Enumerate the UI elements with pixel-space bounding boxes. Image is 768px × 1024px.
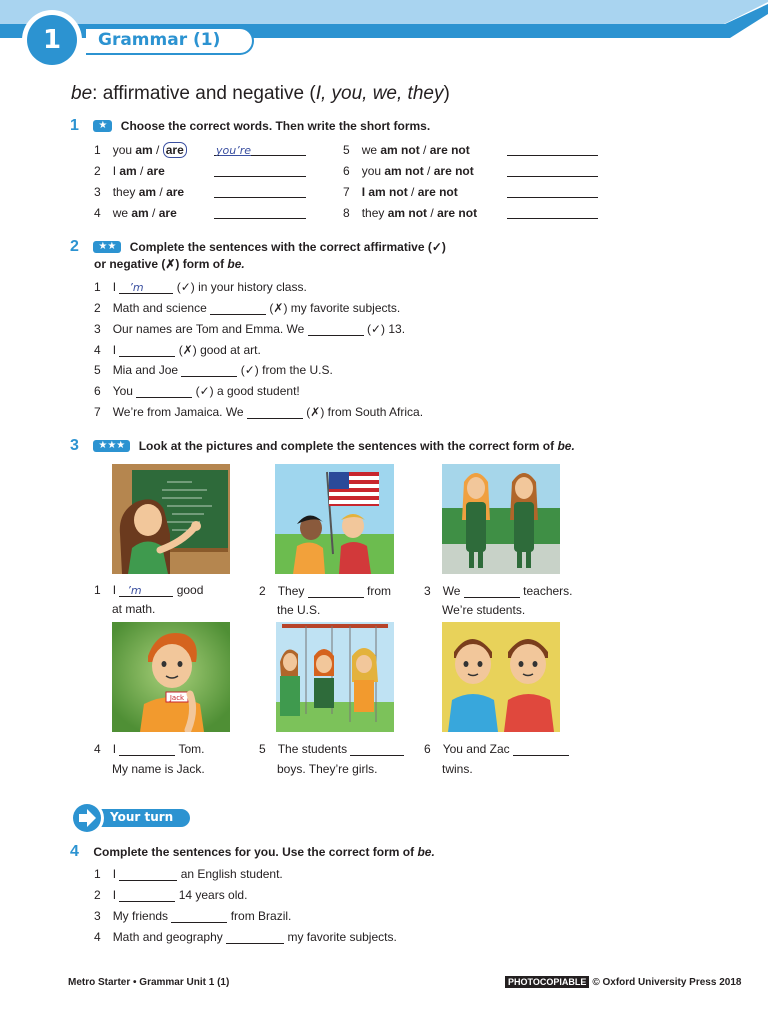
answer-line[interactable] bbox=[119, 583, 173, 597]
difficulty-stars: ★★ bbox=[93, 241, 121, 253]
ex2-item: 2 Math and science (✗) my favorite subjects. bbox=[94, 301, 401, 315]
answer-line[interactable] bbox=[119, 867, 177, 881]
difficulty-stars: ★★★ bbox=[93, 440, 130, 452]
exercise-number: 3 bbox=[70, 437, 79, 454]
answer-line[interactable] bbox=[464, 584, 520, 598]
difficulty-stars: ★ bbox=[93, 120, 112, 132]
ex4-item: 3 My friends from Brazil. bbox=[94, 909, 292, 923]
ex1-item: 1 you am / are bbox=[94, 143, 187, 157]
ex1-item: 7 I am not / are not bbox=[343, 185, 458, 199]
exercise-instruction-cont: or negative (✗) form of be. bbox=[94, 257, 245, 271]
answer-line[interactable] bbox=[507, 183, 598, 198]
ex3-item: 1 I ’m good bbox=[94, 583, 204, 597]
answer-line[interactable] bbox=[214, 183, 306, 198]
answer-line[interactable] bbox=[308, 584, 364, 598]
footer-right bbox=[505, 977, 741, 988]
ex3-item: 4 I Tom. bbox=[94, 742, 205, 756]
answer-text: you’re bbox=[216, 144, 251, 157]
ex1-item: 6 you am not / are not bbox=[343, 164, 474, 178]
answer-line[interactable] bbox=[308, 322, 364, 336]
answer-line[interactable] bbox=[507, 141, 598, 156]
answer-line[interactable] bbox=[350, 742, 404, 756]
answer-line[interactable] bbox=[171, 909, 227, 923]
ex3-item-line2: We’re students. bbox=[442, 603, 526, 617]
answer-text: ’m bbox=[127, 584, 142, 597]
ex2-item: 7 We’re from Jamaica. We (✗) from South Africa. bbox=[94, 405, 424, 419]
two-girls-in-uniform-image bbox=[442, 464, 560, 574]
copyright: © Oxford University Press 2018 bbox=[592, 977, 742, 988]
answer-line[interactable] bbox=[214, 141, 306, 156]
answer-line[interactable] bbox=[136, 384, 192, 398]
ex1-item: 4 we am / are bbox=[94, 206, 177, 220]
exercise-instruction: Complete the sentences for you. Use the correct form of be. bbox=[93, 845, 435, 859]
boy-with-name-badge-image bbox=[112, 622, 230, 732]
name-badge-text: Jack bbox=[169, 694, 185, 702]
ex3-item: 5 The students bbox=[259, 742, 404, 756]
answer-line[interactable] bbox=[119, 888, 175, 902]
exercise-instruction: Complete the sentences with the correct affirmative (✓) bbox=[129, 240, 446, 254]
exercise-2-heading bbox=[70, 238, 446, 256]
unit-badge bbox=[22, 10, 82, 70]
ex4-item: 4 Math and geography my favorite subjects. bbox=[94, 930, 397, 944]
girls-on-swings-image bbox=[276, 622, 394, 732]
ex3-item: 6 You and Zac bbox=[424, 742, 569, 756]
ex2-item: 3 Our names are Tom and Emma. We (✓) 13. bbox=[94, 322, 406, 336]
ex3-item-line2: the U.S. bbox=[277, 603, 321, 617]
answer-line[interactable] bbox=[210, 301, 266, 315]
exercise-1-heading bbox=[70, 117, 430, 135]
ex1-item: 8 they am not / are not bbox=[343, 206, 478, 220]
answer-line[interactable] bbox=[247, 405, 303, 419]
ex3-item: 3 We teachers. bbox=[424, 584, 573, 598]
answer-line[interactable] bbox=[507, 162, 598, 177]
answer-line[interactable] bbox=[507, 204, 598, 219]
exercise-number: 1 bbox=[70, 117, 79, 134]
answer-line[interactable] bbox=[119, 343, 175, 357]
topic-lead: be bbox=[71, 83, 93, 104]
ex2-item: 6 You (✓) a good student! bbox=[94, 384, 300, 398]
answer-line[interactable] bbox=[214, 204, 306, 219]
exercise-3-heading bbox=[70, 437, 575, 455]
section-heading bbox=[71, 83, 450, 105]
answer-line[interactable] bbox=[119, 742, 175, 756]
ex3-item: 2 They from bbox=[259, 584, 392, 598]
exercise-instruction: Look at the pictures and complete the sentences with the correct form of be. bbox=[138, 439, 575, 453]
circled-choice: are bbox=[163, 142, 187, 158]
ex3-item-line2: My name is Jack. bbox=[112, 762, 205, 776]
exercise-number: 4 bbox=[70, 843, 79, 860]
kids-with-us-flag-image bbox=[275, 464, 394, 574]
answer-line[interactable] bbox=[181, 363, 237, 377]
answer-line[interactable] bbox=[226, 930, 284, 944]
ex2-item: 4 I (✗) good at art. bbox=[94, 343, 261, 357]
ex4-item: 2 I 14 years old. bbox=[94, 888, 248, 902]
ex4-item: 1 I an English student. bbox=[94, 867, 283, 881]
topic-pronouns: I, you, we, they bbox=[315, 83, 444, 104]
exercise-instruction: Choose the correct words. Then write the short forms. bbox=[120, 119, 431, 133]
footer-left: Metro Starter • Grammar Unit 1 (1) bbox=[68, 977, 230, 988]
ex3-item-line2: boys. They’re girls. bbox=[277, 762, 378, 776]
answer-line[interactable] bbox=[119, 280, 173, 294]
unit-number: 1 bbox=[27, 15, 77, 65]
ex2-item: 5 Mia and Joe (✓) from the U.S. bbox=[94, 363, 333, 377]
your-turn-label: Your turn bbox=[110, 810, 174, 824]
exercise-4-heading bbox=[70, 843, 435, 861]
teacher-at-chalkboard-image bbox=[112, 464, 230, 574]
exercise-number: 2 bbox=[70, 238, 79, 255]
twin-boys-image bbox=[442, 622, 560, 732]
ex3-item-line2: at math. bbox=[112, 602, 156, 616]
topic-close: ) bbox=[443, 83, 450, 104]
photocopiable-badge: PHOTOCOPIABLE bbox=[505, 976, 589, 988]
ex1-item: 5 we am not / are not bbox=[343, 143, 470, 157]
ex2-item: 1 I ’m (✓) in your history class. bbox=[94, 280, 307, 294]
ex3-item-line2: twins. bbox=[442, 762, 473, 776]
ex1-item: 3 they am / are bbox=[94, 185, 185, 199]
answer-line[interactable] bbox=[214, 162, 306, 177]
topic-rest: : affirmative and negative ( bbox=[92, 83, 316, 104]
answer-text: ’m bbox=[129, 281, 144, 294]
page-title: Grammar (1) bbox=[98, 30, 221, 50]
answer-line[interactable] bbox=[513, 742, 569, 756]
ex1-item: 2 I am / are bbox=[94, 164, 165, 178]
